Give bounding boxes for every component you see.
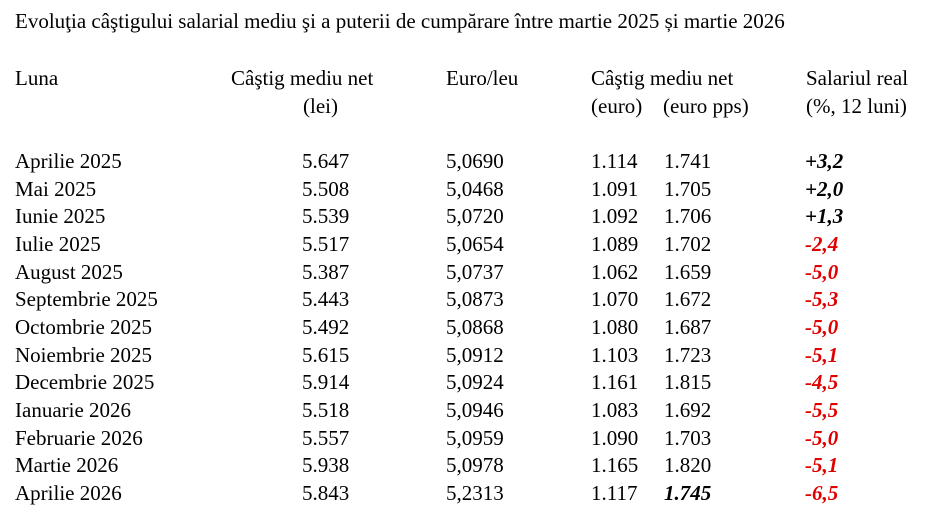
cell-salariu-real: -5,5 <box>805 398 839 422</box>
cell-castig-euro: 1.083 <box>591 398 639 422</box>
cell-castig-euro: 1.070 <box>591 287 639 311</box>
cell-castig-euro-pps: 1.703 <box>664 426 712 450</box>
cell-luna: Aprilie 2026 <box>15 481 122 505</box>
cell-euro-leu: 5,0959 <box>446 426 504 450</box>
cell-castig-lei: 5.508 <box>302 177 350 201</box>
cell-euro-leu: 5,0924 <box>446 370 504 394</box>
cell-euro-leu: 5,2313 <box>446 481 504 505</box>
cell-castig-euro-pps: 1.723 <box>664 343 712 367</box>
cell-castig-euro: 1.091 <box>591 177 639 201</box>
cell-castig-euro: 1.161 <box>591 370 639 394</box>
table-row <box>0 453 933 481</box>
cell-euro-leu: 5,0720 <box>446 204 504 228</box>
cell-euro-leu: 5,0873 <box>446 287 504 311</box>
cell-castig-euro-pps: 1.706 <box>664 204 712 228</box>
cell-euro-leu: 5,0690 <box>446 149 504 173</box>
cell-castig-euro-pps: 1.659 <box>664 260 712 284</box>
table-row <box>0 343 933 371</box>
cell-salariu-real: -5,3 <box>805 287 839 311</box>
cell-castig-euro-pps: 1.692 <box>664 398 712 422</box>
cell-luna: Aprilie 2025 <box>15 149 122 173</box>
cell-euro-leu: 5,0468 <box>446 177 504 201</box>
cell-castig-euro-pps: 1.672 <box>664 287 712 311</box>
cell-castig-euro-pps: 1.741 <box>664 149 712 173</box>
cell-castig-euro-pps: 1.705 <box>664 177 712 201</box>
table-row <box>0 260 933 288</box>
cell-salariu-real: -2,4 <box>805 232 839 256</box>
cell-castig-lei: 5.443 <box>302 287 350 311</box>
cell-luna: Ianuarie 2026 <box>15 398 132 422</box>
cell-salariu-real: -5,0 <box>805 426 839 450</box>
header-castig-euro: Câştig mediu net <box>591 66 734 90</box>
cell-castig-euro-pps: 1.687 <box>664 315 712 339</box>
header-castig-lei: Câştig mediu net <box>231 66 374 90</box>
cell-euro-leu: 5,0654 <box>446 232 504 256</box>
cell-euro-leu: 5,0978 <box>446 453 504 477</box>
table-row <box>0 398 933 426</box>
header-salariu-real: Salariul real <box>806 66 909 90</box>
page-title: Evoluţia câştigului salarial mediu şi a puterii de cumpărare între martie 2025 și martie 2026 <box>15 9 785 33</box>
cell-euro-leu: 5,0737 <box>446 260 504 284</box>
cell-castig-euro-pps: 1.815 <box>664 370 712 394</box>
cell-castig-lei: 5.914 <box>302 370 350 394</box>
cell-castig-lei: 5.647 <box>302 149 350 173</box>
cell-castig-euro: 1.117 <box>591 481 638 505</box>
cell-euro-leu: 5,0912 <box>446 343 504 367</box>
table-row <box>0 149 933 177</box>
cell-luna: Martie 2026 <box>15 453 119 477</box>
cell-euro-leu: 5,0946 <box>446 398 504 422</box>
header-luna: Luna <box>15 66 59 90</box>
table-row <box>0 315 933 343</box>
cell-castig-lei: 5.615 <box>302 343 350 367</box>
header-salariu-real-unit: (%, 12 luni) <box>806 94 907 118</box>
cell-castig-euro: 1.089 <box>591 232 639 256</box>
cell-luna: Decembrie 2025 <box>15 370 155 394</box>
cell-salariu-real: -5,1 <box>805 343 839 367</box>
cell-castig-euro: 1.114 <box>591 149 638 173</box>
cell-castig-lei: 5.539 <box>302 204 350 228</box>
table-row <box>0 204 933 232</box>
cell-luna: Iunie 2025 <box>15 204 106 228</box>
cell-castig-euro-pps: 1.820 <box>664 453 712 477</box>
table-row <box>0 426 933 454</box>
cell-castig-lei: 5.938 <box>302 453 350 477</box>
cell-luna: August 2025 <box>15 260 123 284</box>
cell-castig-euro: 1.080 <box>591 315 639 339</box>
header-euro-leu: Euro/leu <box>446 66 519 90</box>
cell-salariu-real: -5,1 <box>805 453 839 477</box>
table-row <box>0 370 933 398</box>
cell-castig-euro: 1.165 <box>591 453 639 477</box>
cell-salariu-real: -4,5 <box>805 370 839 394</box>
cell-castig-lei: 5.517 <box>302 232 350 256</box>
cell-castig-lei: 5.492 <box>302 315 350 339</box>
cell-castig-euro: 1.092 <box>591 204 639 228</box>
cell-luna: Octombrie 2025 <box>15 315 153 339</box>
cell-salariu-real: -6,5 <box>805 481 839 505</box>
table-row <box>0 232 933 260</box>
cell-castig-lei: 5.518 <box>302 398 350 422</box>
cell-luna: Mai 2025 <box>15 177 97 201</box>
cell-castig-euro: 1.062 <box>591 260 639 284</box>
header-castig-euro-pps-unit: (euro pps) <box>663 94 749 118</box>
cell-castig-lei: 5.557 <box>302 426 350 450</box>
cell-castig-euro: 1.103 <box>591 343 639 367</box>
cell-euro-leu: 5,0868 <box>446 315 504 339</box>
table-row <box>0 481 933 509</box>
cell-luna: Noiembrie 2025 <box>15 343 153 367</box>
cell-castig-euro: 1.090 <box>591 426 639 450</box>
cell-castig-lei: 5.387 <box>302 260 350 284</box>
table-row <box>0 287 933 315</box>
cell-castig-lei: 5.843 <box>302 481 350 505</box>
header-castig-lei-unit: (lei) <box>303 94 338 118</box>
table-row <box>0 177 933 205</box>
cell-salariu-real: -5,0 <box>805 260 839 284</box>
cell-salariu-real: -5,0 <box>805 315 839 339</box>
header-castig-euro-unit: (euro) <box>591 94 643 118</box>
cell-salariu-real: +1,3 <box>805 204 844 228</box>
cell-castig-euro-pps: 1.745 <box>664 481 712 505</box>
cell-luna: Septembrie 2025 <box>15 287 158 311</box>
cell-salariu-real: +3,2 <box>805 149 844 173</box>
cell-luna: Iulie 2025 <box>15 232 101 256</box>
cell-luna: Februarie 2026 <box>15 426 143 450</box>
cell-castig-euro-pps: 1.702 <box>664 232 712 256</box>
cell-salariu-real: +2,0 <box>805 177 844 201</box>
